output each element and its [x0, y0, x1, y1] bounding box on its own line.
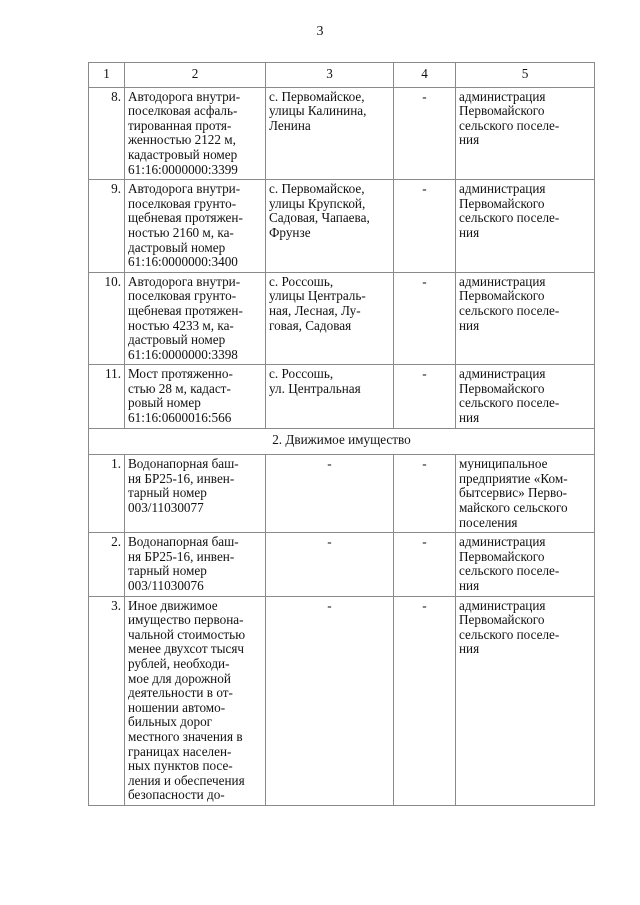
property-name: Автодорога внутри- поселковая грунто- щебневая протяжен- ностью 2160 м, ка- дастровый номер 61:16:0000000:3400 — [125, 180, 266, 273]
rights-holder: администрация Первомайского сельского поселе- ния — [456, 272, 595, 365]
row-number: 3. — [89, 596, 125, 805]
row-number: 1. — [89, 455, 125, 533]
property-location: с. Россошь, улицы Централь- ная, Лесная, Лу- говая, Садовая — [266, 272, 394, 365]
row-number: 2. — [89, 533, 125, 596]
column-number-row — [89, 63, 595, 88]
row-number: 9. — [89, 180, 125, 273]
property-name: Водонапорная баш- ня БР25-16, инвен- тарный номер 003/11030076 — [125, 533, 266, 596]
property-name: Мост протяженно- стью 28 м, кадаст- ровый номер 61:16:0600016:566 — [125, 365, 266, 428]
column-4-value: - — [394, 87, 456, 180]
section-row — [89, 428, 595, 455]
property-location: с. Россошь, ул. Центральная — [266, 365, 394, 428]
column-number: 1 — [89, 63, 125, 88]
row-number: 8. — [89, 87, 125, 180]
rights-holder: муниципальное предприятие «Ком- бытсервис» Перво- майского сельского поселения — [456, 455, 595, 533]
column-4-value: - — [394, 596, 456, 805]
table-row — [89, 596, 595, 805]
row-number: 11. — [89, 365, 125, 428]
table-row — [89, 272, 595, 365]
table-row — [89, 87, 595, 180]
column-number: 2 — [125, 63, 266, 88]
table-row — [89, 455, 595, 533]
column-number: 4 — [394, 63, 456, 88]
rights-holder: администрация Первомайского сельского поселе- ния — [456, 596, 595, 805]
column-4-value: - — [394, 455, 456, 533]
property-location: - — [266, 533, 394, 596]
property-name: Автодорога внутри- поселковая асфаль- тированная протя- женностью 2122 м, кадастровый номер 61:16:0000000:3399 — [125, 87, 266, 180]
column-4-value: - — [394, 533, 456, 596]
property-name: Автодорога внутри- поселковая грунто- щебневая протяжен- ностью 4233 м, ка- дастровый номер 61:16:0000000:3398 — [125, 272, 266, 365]
rights-holder: администрация Первомайского сельского поселе- ния — [456, 87, 595, 180]
column-4-value: - — [394, 365, 456, 428]
column-4-value: - — [394, 272, 456, 365]
section-title: 2. Движимое имущество — [89, 428, 595, 455]
property-location: - — [266, 596, 394, 805]
property-name: Иное движимое имущество первона- чальной стоимостью менее двухсот тысяч рублей, необходи- мое для дорожной деятельности в от- ношении автомо- бильных дорог местного значения в границах населен- ных пунктов посе- ления и обеспечения безопасности до- — [125, 596, 266, 805]
column-4-value: - — [394, 180, 456, 273]
property-location: - — [266, 455, 394, 533]
rights-holder: администрация Первомайского сельского поселе- ния — [456, 365, 595, 428]
column-number: 5 — [456, 63, 595, 88]
property-name: Водонапорная баш- ня БР25-16, инвен- тарный номер 003/11030077 — [125, 455, 266, 533]
property-location: с. Первомайское, улицы Крупской, Садовая, Чапаева, Фрунзе — [266, 180, 394, 273]
rights-holder: администрация Первомайского сельского поселе- ния — [456, 533, 595, 596]
property-location: с. Первомайское, улицы Калинина, Ленина — [266, 87, 394, 180]
table-row — [89, 180, 595, 273]
rights-holder: администрация Первомайского сельского поселе- ния — [456, 180, 595, 273]
page-number: 3 — [316, 24, 324, 39]
column-number: 3 — [266, 63, 394, 88]
property-registry-table — [88, 62, 595, 806]
row-number: 10. — [89, 272, 125, 365]
table-row — [89, 365, 595, 428]
table-row — [89, 533, 595, 596]
